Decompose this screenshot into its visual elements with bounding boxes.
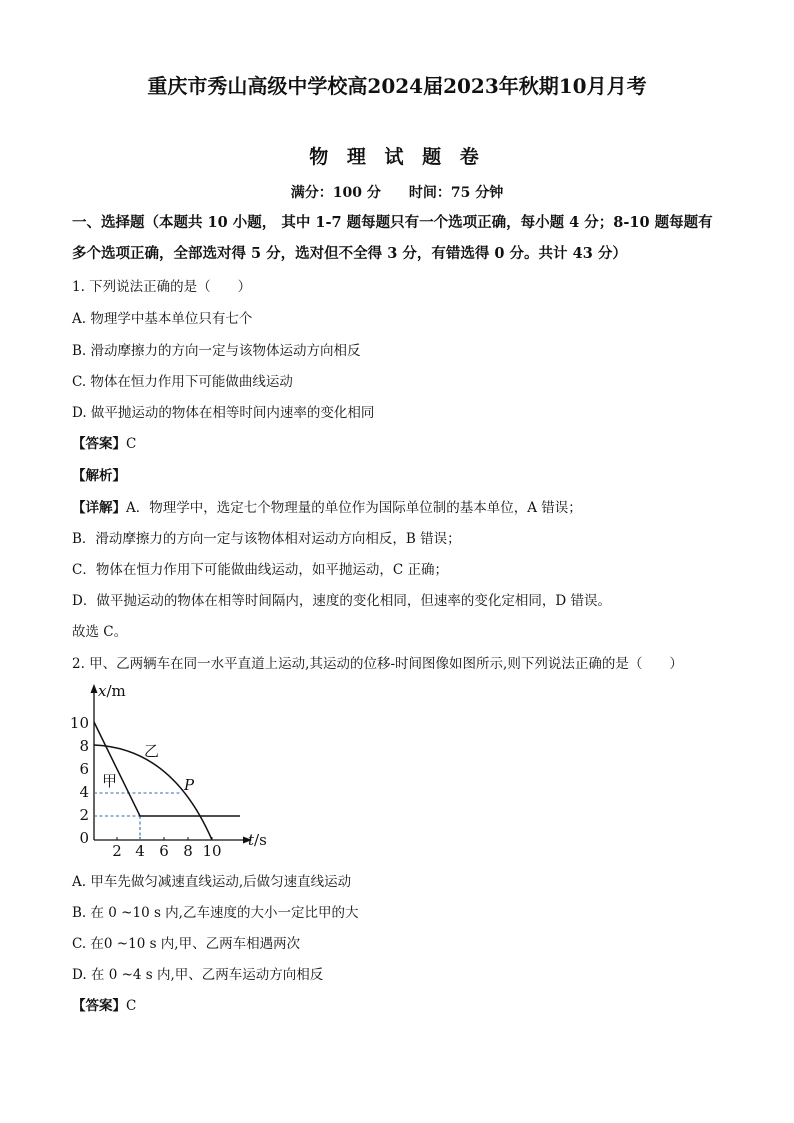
- detail-text-a: A．物理学中，选定七个物理量的单位作为国际单位制的基本单位，A 错误；: [126, 500, 582, 516]
- q1-option-d: D. 做平抛运动的物体在相等时间内速率的变化相同: [72, 405, 375, 421]
- q2-option-d: D. 在 0 ~4 s 内,甲、乙两车运动方向相反: [72, 967, 324, 983]
- answer-value: C: [126, 998, 137, 1014]
- q1-option-a: A. 物理学中基本单位只有七个: [72, 311, 253, 327]
- q1-answer: [72, 432, 136, 452]
- q1-detail-b: B．滑动摩擦力的方向一定与该物体相对运动方向相反，B 错误；: [72, 531, 461, 547]
- label-jia: 甲: [102, 772, 118, 790]
- label-yi: 乙: [144, 742, 160, 760]
- x-axis-title: t/s: [248, 831, 267, 849]
- paper-subtitle: 物 理 试 题 卷: [309, 146, 485, 168]
- q1-detail-d: D．做平抛运动的物体在相等时间隔内，速度的变化相同，但速率的变化定相同，D 错误。: [72, 593, 611, 609]
- x-tick-8: 8: [183, 842, 193, 860]
- y-tick-2: 2: [79, 806, 89, 824]
- q2-option-c: C. 在0 ~10 s 内,甲、乙两车相遇两次: [72, 936, 301, 952]
- q1-stem: 1. 下列说法正确的是（ ）: [72, 279, 252, 295]
- q2-answer: [72, 994, 136, 1014]
- q2-option-a: A. 甲车先做匀减速直线运动,后做匀速直线运动: [72, 874, 352, 890]
- label-p: P: [184, 776, 195, 794]
- q1-detail-c: C．物体在恒力作用下可能做曲线运动，如平抛运动，C 正确；: [72, 562, 448, 578]
- y-tick-4: 4: [79, 783, 89, 801]
- y-tick-6: 6: [79, 760, 89, 778]
- q2-stem: 2. 甲、乙两辆车在同一水平直道上运动,其运动的位移-时间图像如图所示,则下列说法正确的是（ ）: [72, 656, 683, 672]
- detail-tag: 【详解】: [72, 500, 126, 516]
- q1-detail-a: [72, 496, 582, 516]
- y-tick-0: 0: [79, 829, 89, 847]
- answer-value: C: [126, 436, 137, 452]
- section-heading: 一、选择题（本题共 10 小题， 其中 1-7 题每题只有一个选项正确，每小题 4 分；8-10 题每题有多个选项正确，全部选对得 5 分，选对但不全得 3 分，有错选得 0 分。共计 43 分）: [72, 214, 713, 262]
- q2-option-b: B. 在 0 ~10 s 内,乙车速度的大小一定比甲的大: [72, 905, 359, 921]
- x-tick-4: 4: [135, 842, 145, 860]
- y-tick-8: 8: [79, 737, 89, 755]
- q1-option-c: C. 物体在恒力作用下可能做曲线运动: [72, 374, 293, 390]
- y-tick-10: 10: [69, 714, 89, 732]
- x-tick-2: 2: [112, 842, 122, 860]
- answer-tag: 【答案】: [72, 998, 126, 1014]
- x-tick-6: 6: [159, 842, 169, 860]
- y-axis-arrow: [91, 684, 98, 693]
- q1-option-b: B. 滑动摩擦力的方向一定与该物体运动方向相反: [72, 343, 361, 359]
- jia-line: [94, 722, 240, 816]
- answer-tag: 【答案】: [72, 436, 126, 452]
- x-tick-10: 10: [202, 842, 222, 860]
- analysis-tag: 【解析】: [72, 468, 126, 484]
- xt-graph-figure: [69, 676, 282, 866]
- y-axis-title: x/m: [98, 682, 126, 700]
- page-title: 重庆市秀山高级中学校高2024届2023年秋期10月月考: [147, 74, 647, 98]
- score-time-info: 满分：100 分 时间：75 分钟: [290, 185, 504, 201]
- q1-conclusion: 故选 C。: [72, 624, 128, 640]
